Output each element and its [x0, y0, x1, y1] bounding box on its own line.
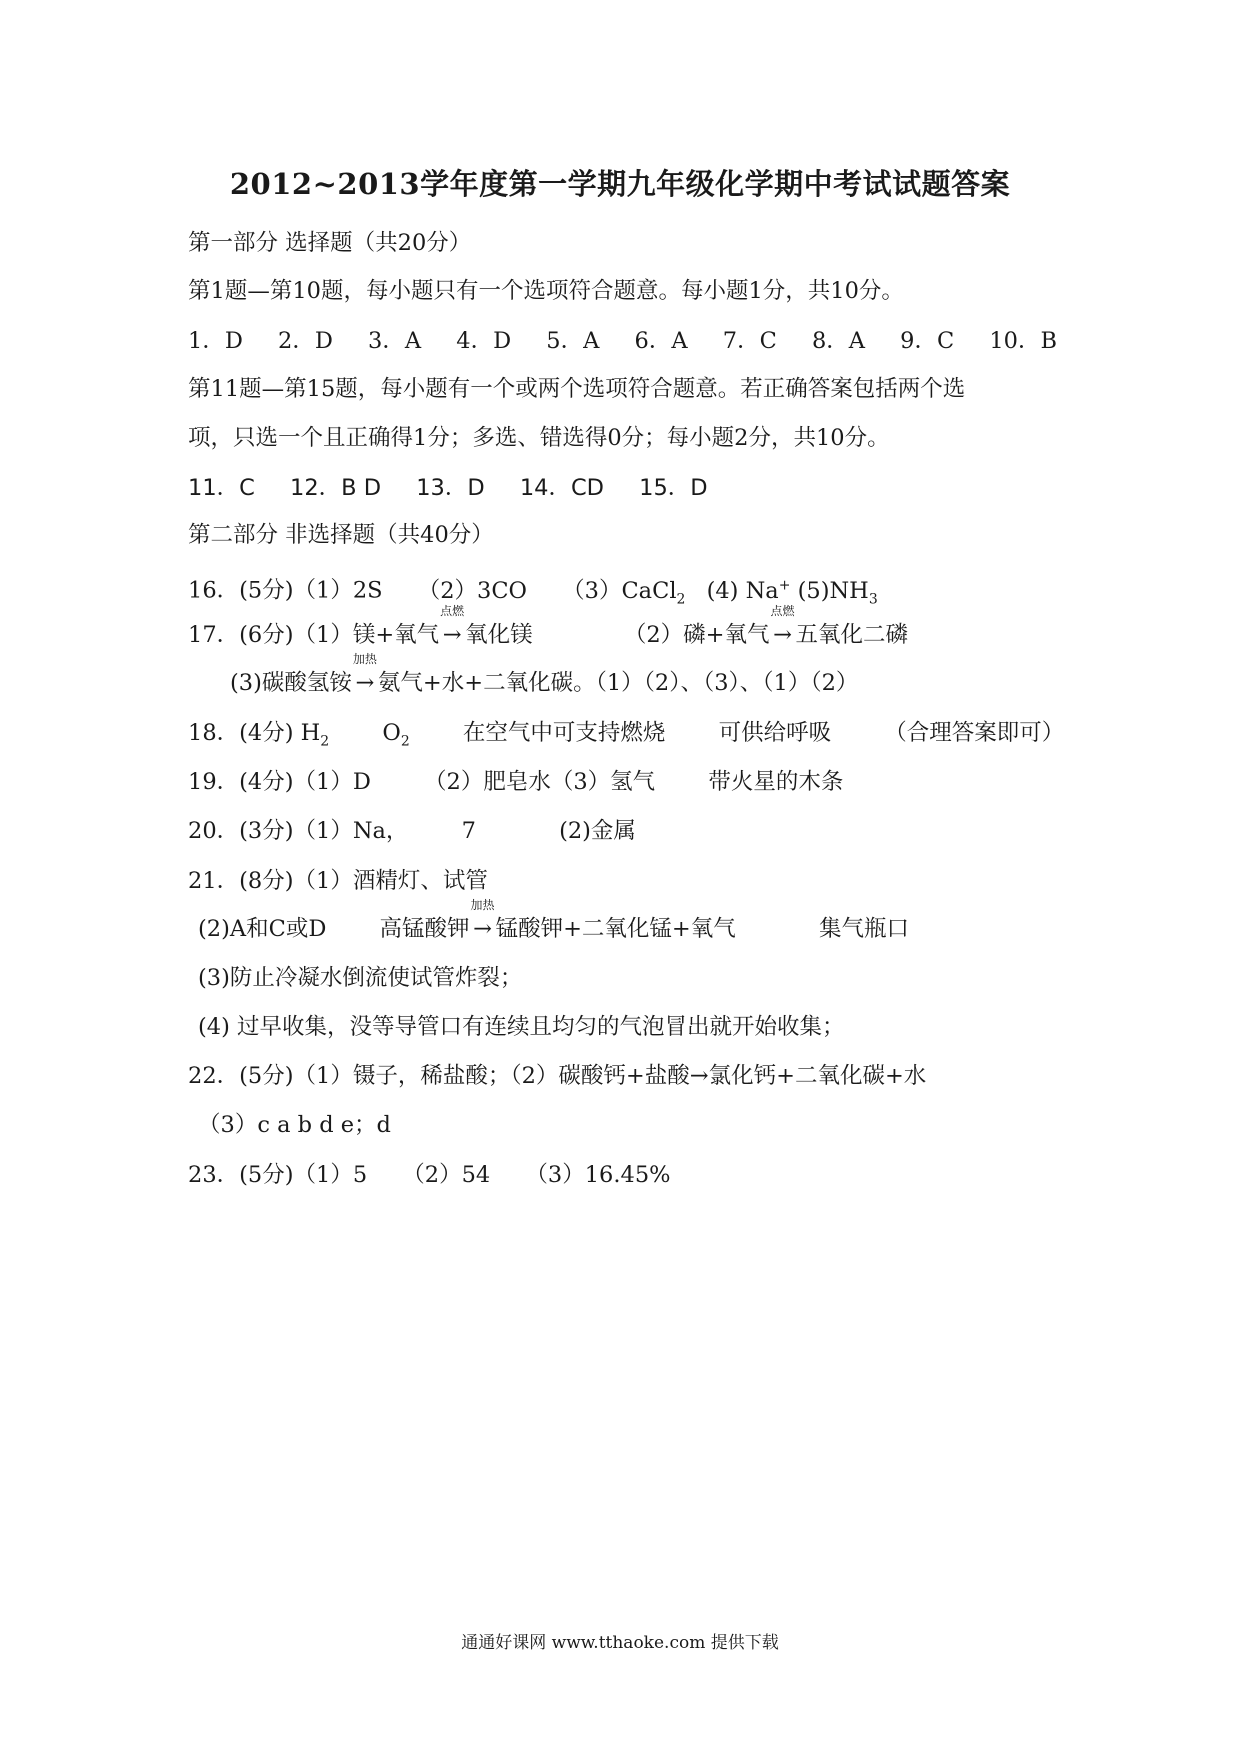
q17-part2: （2）磷+氧气	[623, 622, 770, 648]
q16-a5-text: (5)NH	[797, 577, 869, 604]
q16-a5-sub: 3	[868, 591, 878, 607]
q20-head: 20．(3分)（1）Na，	[188, 818, 409, 844]
q18-o: O	[382, 720, 401, 746]
answers-row-2	[188, 473, 708, 503]
q17-line2	[230, 652, 859, 698]
q21-l2b: 高锰酸钾	[379, 916, 470, 942]
q16-a4-sup: +	[778, 577, 791, 593]
arrow-glyph: →	[473, 916, 492, 942]
answer-item: 3．A	[368, 328, 422, 354]
q19-a3: 带火星的木条	[708, 769, 844, 795]
q23-a3: （3）16.45%	[525, 1162, 671, 1188]
q21-line3: (3)防止冷凝水倒流使试管炸裂；	[198, 965, 523, 991]
answer-item: 6．A	[634, 328, 688, 354]
part2-heading: 第二部分 非选择题（共40分）	[188, 522, 494, 548]
q18-answer	[188, 718, 1064, 757]
q17-cond3: 加热	[352, 652, 377, 666]
reaction-arrow	[770, 604, 796, 650]
q17-part3: (3)碳酸氢铵	[230, 670, 352, 696]
q18-a1: 在空气中可支持燃烧	[462, 720, 666, 746]
q16-a5	[797, 577, 878, 607]
arrow-glyph: →	[773, 622, 792, 648]
q23-a2: （2）54	[402, 1162, 491, 1188]
q16-a4	[707, 578, 791, 604]
answer-item: 10．B	[989, 328, 1058, 354]
reaction-arrow	[470, 898, 496, 944]
q18-o-sub: 2	[400, 733, 410, 750]
page-title: 2012~2013学年度第一学期九年级化学期中考试试题答案	[229, 167, 1011, 201]
q19-head: 19．(4分)（1）D	[188, 769, 371, 795]
answers-row-1	[188, 326, 1057, 356]
q21-line4: (4) 过早收集，没等导管口有连续且均匀的气泡冒出就开始收集；	[198, 1014, 845, 1040]
answer-item: 12．B D	[290, 475, 382, 501]
reaction-arrow	[439, 604, 465, 650]
part1-rule1: 第1题—第10题，每小题只有一个选项符合题意。每小题1分，共10分。	[188, 278, 904, 304]
q17-prod2: 五氧化二磷	[795, 622, 909, 648]
q21-line2	[198, 898, 909, 944]
q21-l2d: 集气瓶口	[818, 916, 909, 942]
q18-a3: （合理答案即可）	[884, 720, 1065, 746]
q23-head: 23．(5分)（1）5	[188, 1162, 368, 1188]
answer-item: 13．D	[416, 475, 485, 501]
q22-line2: （3）c a b d e；d	[198, 1112, 391, 1138]
answer-item: 14．CD	[519, 475, 604, 501]
answer-item: 9．C	[900, 328, 955, 354]
part1-rule2-line2: 项，只选一个且正确得1分；多选、错选得0分；每小题2分，共10分。	[188, 425, 890, 451]
answer-item: 2．D	[278, 328, 333, 354]
q22-line1: 22．(5分)（1）镊子，稀盐酸；（2）碳酸钙+盐酸→氯化钙+二氧化碳+水	[188, 1063, 927, 1089]
q16-a3-sub: 2	[676, 591, 686, 607]
arrow-glyph: →	[442, 622, 462, 648]
q18-h-sub: 2	[320, 733, 330, 750]
q21-cond: 加热	[470, 898, 495, 912]
q19-answer	[188, 767, 843, 797]
q17-line1	[188, 604, 909, 650]
part1-rule2-line1: 第11题—第15题，每小题有一个或两个选项符合题意。若正确答案包括两个选	[188, 376, 966, 402]
q18-a2: 可供给呼吸	[718, 720, 832, 746]
q16-a3	[562, 577, 686, 607]
q17-prod3: 氨气+水+二氧化碳。（1）（2）、（3）、（1）（2）	[377, 670, 859, 696]
q20-a3: (2)金属	[559, 818, 636, 844]
q19-a2: （2）肥皂水（3）氢气	[424, 769, 656, 795]
q21-l2c: 锰酸钾+二氧化锰+氧气	[495, 916, 736, 942]
q21-line1: 21．(8分)（1）酒精灯、试管	[188, 868, 488, 894]
answer-item: 1．D	[188, 328, 243, 354]
q16-a4-text: (4) Na	[706, 577, 779, 604]
q16-a2: （2）3CO	[417, 577, 527, 604]
footer-note: 通通好课网 www.tthaoke.com 提供下载	[461, 1633, 779, 1653]
q17-head: 17．(6分)（1）镁+氧气	[188, 622, 440, 648]
reaction-arrow	[352, 652, 378, 698]
q23-answer	[188, 1160, 671, 1190]
answer-item: 4．D	[456, 328, 512, 354]
q20-a2: 7	[461, 818, 476, 844]
q17-prod1: 氧化镁	[465, 622, 533, 648]
q18-head: 18．(4分) H	[188, 720, 321, 746]
q16-a3-text: （3）CaCl	[562, 577, 677, 604]
answer-item: 11．C	[188, 475, 255, 501]
q20-answer	[188, 816, 636, 846]
arrow-glyph: →	[355, 670, 375, 696]
answer-item: 8．A	[811, 328, 866, 354]
answer-item: 7．C	[722, 328, 777, 354]
answer-item: 5．A	[546, 328, 600, 354]
q16-head: 16．(5分)（1）2S	[188, 577, 383, 604]
q21-l2a: (2)A和C或D	[198, 916, 327, 942]
q17-cond2: 点燃	[770, 604, 795, 618]
part1-heading: 第一部分 选择题（共20分）	[188, 230, 472, 256]
q17-cond1: 点燃	[440, 604, 465, 618]
answer-item: 15．D	[639, 475, 708, 501]
